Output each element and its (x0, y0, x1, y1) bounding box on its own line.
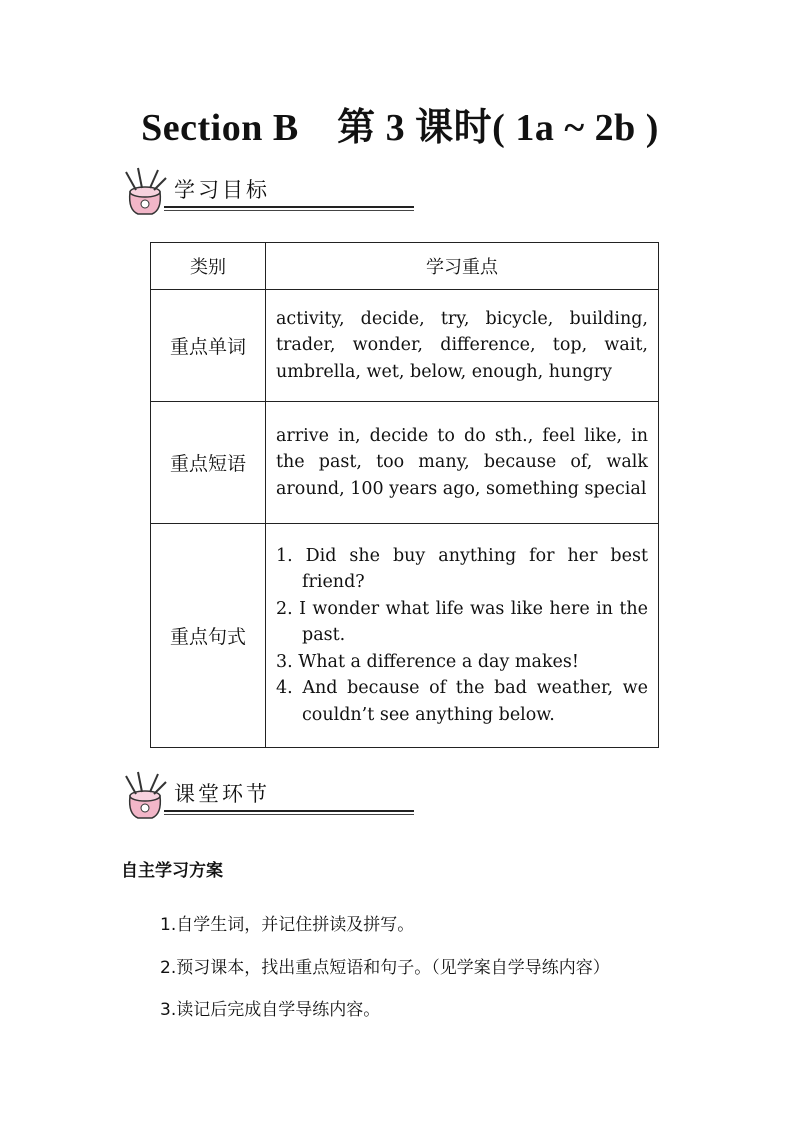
table-row (151, 402, 659, 524)
goals-table (150, 242, 659, 748)
divider (164, 206, 414, 208)
row-content: activity, decide, try, bicycle, building, trader, wonder, difference, top, wait, umbrella, wet, below, enough, hungry (266, 290, 659, 402)
table-row (151, 290, 659, 402)
row-category: 重点短语 (151, 402, 266, 524)
divider (164, 814, 414, 815)
pen-cup-icon (120, 166, 168, 218)
plan-item: 1.自学生词，并记住拼读及拼写。 (160, 915, 415, 935)
row-content: arrive in, decide to do sth., feel like, in the past, too many, because of, walk around, 100 years ago, something special (266, 402, 659, 524)
table-header-row (151, 243, 659, 290)
list-item: 2. I wonder what life was like here in the past. (276, 598, 648, 646)
list-item: 4. And because of the bad weather, we couldn’t see anything below. (276, 678, 648, 725)
page-title: Section B 第 3 课时( 1a ~ 2b ) (141, 107, 659, 149)
divider (164, 210, 414, 211)
section-label: 学习目标 (174, 178, 270, 202)
section-header-goals (120, 166, 300, 218)
column-header: 类别 (151, 243, 266, 290)
row-category: 重点单词 (151, 290, 266, 402)
plan-title: 自主学习方案 (121, 861, 223, 881)
sentence-list (276, 543, 648, 729)
row-category: 重点句式 (151, 524, 266, 748)
plan-item: 3.读记后完成自学导练内容。 (160, 1000, 381, 1020)
section-header-classroom (120, 770, 300, 822)
column-header: 学习重点 (266, 243, 659, 290)
table-row (151, 524, 659, 748)
list-item: 3. What a difference a day makes! (276, 651, 579, 672)
section-label: 课堂环节 (174, 782, 270, 806)
divider (164, 810, 414, 812)
row-content (266, 524, 659, 748)
list-item: 1. Did she buy anything for her best friend? (276, 545, 648, 593)
plan-item: 2.预习课本，找出重点短语和句子。（见学案自学导练内容） (160, 958, 610, 978)
pen-cup-icon (120, 770, 168, 822)
